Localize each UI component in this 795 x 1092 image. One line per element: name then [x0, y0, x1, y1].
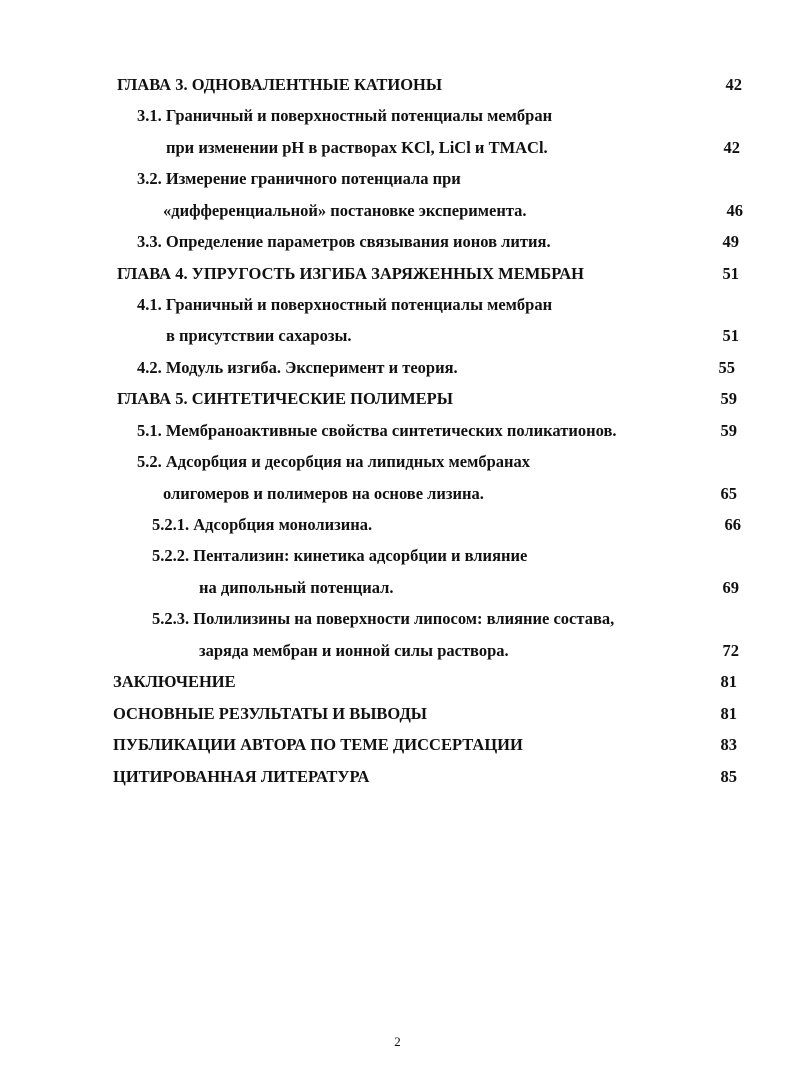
toc-entry-text: ГЛАВА 4. УПРУГОСТЬ ИЗГИБА ЗАРЯЖЕННЫХ МЕМБРАН: [117, 264, 584, 283]
toc-entry-text: при изменении pH в растворах KCl, LiCl и TMACl.: [166, 138, 548, 157]
toc-entry-page: 46: [726, 201, 743, 220]
toc-entry-text: ЗАКЛЮЧЕНИЕ: [113, 672, 236, 691]
toc-entry-page: 69: [722, 578, 739, 597]
toc-entry-text: 3.3. Определение параметров связывания ионов лития.: [137, 232, 551, 251]
toc-entry-text: «дифференциальной» постановке эксперимента.: [163, 201, 527, 220]
toc-entry-text: 4.1. Граничный и поверхностный потенциалы мембран: [137, 295, 553, 314]
toc-entry-page: 51: [722, 326, 739, 345]
toc-entry-page: 72: [722, 641, 739, 660]
toc-entry-text: олигомеров и полимеров на основе лизина.: [163, 484, 484, 503]
toc-entry-text: 5.1. Мембраноактивные свойства синтетических поликатионов.: [137, 421, 617, 440]
toc-entry-page: 66: [724, 515, 741, 534]
toc-entry-text: 5.2.3. Полилизины на поверхности липосом: влияние состава,: [152, 609, 615, 628]
toc-entry-page: 83: [720, 735, 737, 754]
toc-entry-text: 5.2.1. Адсорбция монолизина.: [152, 515, 373, 534]
toc-entry-page: 65: [720, 484, 737, 503]
toc-entry-text: на дипольный потенциал.: [199, 578, 394, 597]
toc-entry-text: ГЛАВА 3. ОДНОВАЛЕНТНЫЕ КАТИОНЫ: [117, 75, 443, 94]
toc-entry-page: 42: [723, 138, 740, 157]
toc-entry-text: заряда мембран и ионной силы раствора.: [199, 641, 509, 660]
toc-entry-text: ГЛАВА 5. СИНТЕТИЧЕСКИЕ ПОЛИМЕРЫ: [117, 389, 453, 408]
toc-entry-text: ПУБЛИКАЦИИ АВТОРА ПО ТЕМЕ ДИССЕРТАЦИИ: [113, 735, 523, 754]
toc-entry-page: 81: [720, 672, 737, 691]
toc-entry-page: 55: [718, 358, 735, 377]
toc-entry-text: 5.2.2. Пентализин: кинетика адсорбции и влияние: [152, 546, 528, 565]
toc-entry-text: 4.2. Модуль изгиба. Эксперимент и теория.: [137, 358, 458, 377]
toc-entry-page: 51: [722, 264, 739, 283]
toc-entry-text: 3.1. Граничный и поверхностный потенциалы мембран: [137, 106, 553, 125]
toc-entry-page: 59: [720, 389, 737, 408]
toc-entry-text: в присутствии сахарозы.: [166, 326, 352, 345]
toc-entry-text: 5.2. Адсорбция и десорбция на липидных мембранах: [137, 452, 531, 471]
page-number: 2: [394, 1034, 401, 1049]
toc-entry-page: 59: [720, 421, 737, 440]
toc-entry-text: 3.2. Измерение граничного потенциала при: [137, 169, 461, 188]
toc-entry-text: ОСНОВНЫЕ РЕЗУЛЬТАТЫ И ВЫВОДЫ: [113, 704, 427, 723]
toc-entry-text: ЦИТИРОВАННАЯ ЛИТЕРАТУРА: [113, 767, 370, 786]
toc-entry-page: 42: [725, 75, 742, 94]
toc-entry-page: 85: [720, 767, 737, 786]
toc-entry-page: 49: [722, 232, 739, 251]
toc-entry-page: 81: [720, 704, 737, 723]
